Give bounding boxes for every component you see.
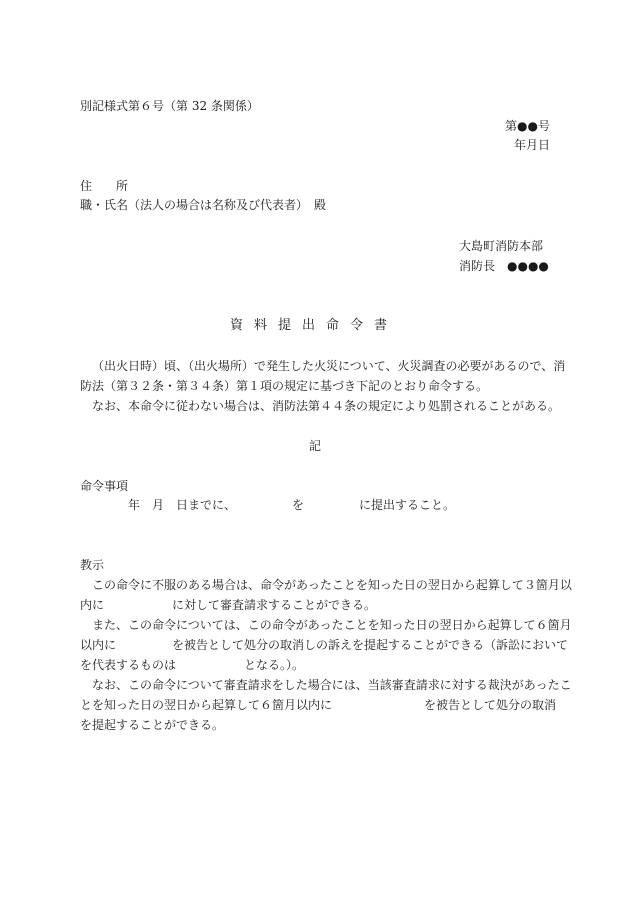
address-label: 住 所 xyxy=(80,179,129,193)
ki-heading: 記 xyxy=(309,439,322,453)
issuer-chief: 消防長 ●●●● xyxy=(459,259,549,273)
notice-p2-line-3a: を代表するものは xyxy=(80,658,177,672)
notice-p1-line-1: この命令に不服のある場合は、命令があったことを知った日の翌日から起算して３箇月以 xyxy=(92,578,572,592)
notice-p2-line-3b: となる。）。 xyxy=(244,658,305,672)
order-heading: 命令事項 xyxy=(80,479,129,493)
notice-p2-line-2b: を被告として処分の取消しの訴えを提起することができる（訴訟において xyxy=(172,638,569,652)
recipient-name-label: 職・氏名（法人の場合は名称及び代表者） 殿 xyxy=(80,198,327,212)
notice-p3-line-2b: を被告として処分の取消 xyxy=(424,698,557,712)
order-wo: を xyxy=(292,498,305,512)
notice-p3-line-2a: とを知った日の翌日から起算して６箇月以内に xyxy=(80,698,333,712)
notice-heading: 教示 xyxy=(80,558,105,572)
notice-p3-line-3: を提起することができる。 xyxy=(80,718,225,732)
document-number: 第●●号 xyxy=(505,119,550,133)
form-label: 別記様式第６号（第 32 条関係） xyxy=(80,99,259,113)
notice-p2-line-1: また、この命令については、この命令があったことを知った日の翌日から起算して６箇月 xyxy=(92,618,572,632)
notice-p1-line-2b: に対して審査請求することができる。 xyxy=(172,598,377,612)
body-line-2: 防法（第３２条・第３４条）第１項の規定に基づき下記のとおり命令する。 xyxy=(80,379,489,393)
issuer-department: 大島町消防本部 xyxy=(459,239,544,253)
document-title: 資料提出命令書 xyxy=(230,318,399,333)
notice-p2-line-2a: 以内に xyxy=(80,638,117,652)
order-submit: に提出すること。 xyxy=(359,498,456,512)
document-date: 年月日 xyxy=(513,138,550,152)
body-line-1: （出火日時）頃、（出火場所）で発生した火災について、火災調査の必要があるので、消 xyxy=(92,359,566,373)
notice-p3-line-1: なお、この命令について審査請求をした場合には、当該審査請求に対する裁決があったこ xyxy=(92,678,572,692)
body-line-3: なお、本命令に従わない場合は、消防法第４４条の規定により処罰されることがある。 xyxy=(92,399,561,413)
notice-p1-line-2a: 内に xyxy=(80,598,105,612)
order-date-part: 年 月 日までに、 xyxy=(128,498,237,512)
